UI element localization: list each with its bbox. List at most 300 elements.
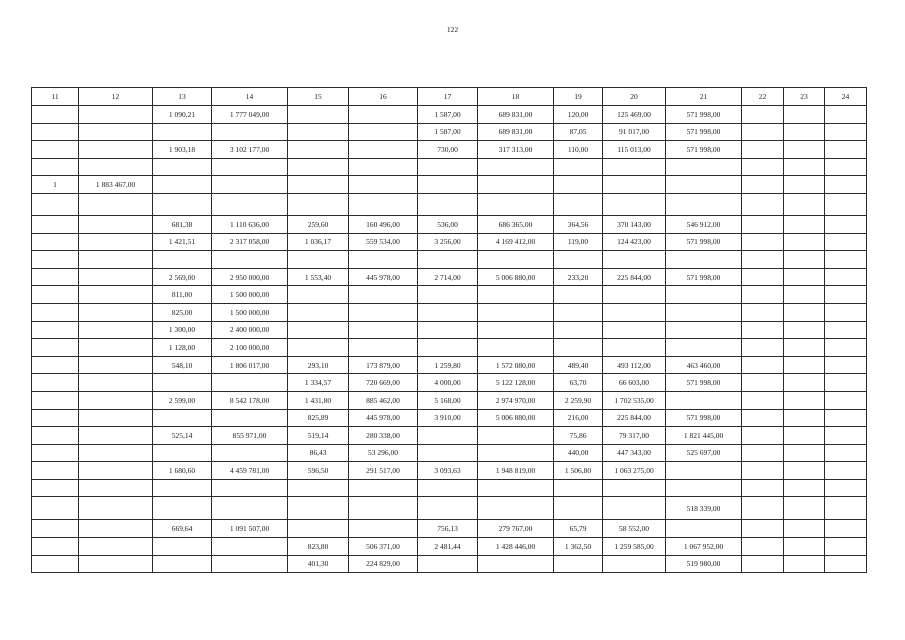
table-cell: [32, 444, 79, 462]
table-cell: [825, 123, 867, 141]
table-cell: [666, 391, 742, 409]
table-cell: [79, 251, 153, 269]
table-cell: [478, 193, 554, 215]
table-cell: [153, 538, 212, 556]
table-cell: [742, 106, 784, 124]
table-cell: [418, 444, 478, 462]
table-cell: [32, 520, 79, 538]
table-cell: [666, 193, 742, 215]
table-cell: 571 998,00: [666, 106, 742, 124]
table-row: [32, 303, 867, 321]
table-cell: [212, 374, 288, 392]
table-row: [32, 391, 867, 409]
table-cell: [212, 479, 288, 497]
table-row: [32, 444, 867, 462]
table-cell: [825, 251, 867, 269]
table-cell: 823,80: [288, 538, 349, 556]
table-cell: [784, 427, 825, 445]
table-cell: 1 587,00: [418, 106, 478, 124]
table-cell: 291 517,00: [349, 462, 418, 480]
table-cell: [825, 321, 867, 339]
table-cell: [418, 193, 478, 215]
table-cell: [79, 555, 153, 573]
table-cell: [212, 251, 288, 269]
table-cell: [742, 479, 784, 497]
table-cell: [153, 374, 212, 392]
table-cell: 1 300,00: [153, 321, 212, 339]
table-cell: [79, 520, 153, 538]
column-header: 13: [153, 88, 212, 106]
table-cell: [418, 339, 478, 357]
table-cell: [603, 158, 666, 176]
table-cell: 1 821 445,00: [666, 427, 742, 445]
table-cell: [478, 286, 554, 304]
table-cell: 4 000,00: [418, 374, 478, 392]
table-cell: 546 912,00: [666, 215, 742, 233]
table-cell: [825, 555, 867, 573]
table-cell: [32, 251, 79, 269]
table-cell: [79, 462, 153, 480]
table-cell: 66 603,00: [603, 374, 666, 392]
table-cell: 519,14: [288, 427, 349, 445]
table-cell: 5 168,00: [418, 391, 478, 409]
table-cell: 58 552,00: [603, 520, 666, 538]
table-cell: [784, 106, 825, 124]
table-cell: 445 978,00: [349, 268, 418, 286]
table-cell: [418, 497, 478, 520]
table-cell: [288, 339, 349, 357]
table-row: [32, 356, 867, 374]
table-header: [32, 88, 867, 106]
table-cell: [79, 391, 153, 409]
table-row: [32, 538, 867, 556]
table-cell: [784, 321, 825, 339]
table-cell: [666, 462, 742, 480]
table-cell: 224 829,00: [349, 555, 418, 573]
table-cell: 370 143,00: [603, 215, 666, 233]
table-cell: [288, 193, 349, 215]
table-cell: 75,86: [554, 427, 603, 445]
table-row: [32, 409, 867, 427]
table-cell: [784, 215, 825, 233]
table-cell: [478, 444, 554, 462]
table-cell: [825, 374, 867, 392]
table-cell: [288, 520, 349, 538]
table-cell: [79, 233, 153, 251]
table-cell: [349, 176, 418, 194]
table-cell: 811,00: [153, 286, 212, 304]
table-cell: [742, 303, 784, 321]
table-cell: 885 462,00: [349, 391, 418, 409]
table-cell: [784, 479, 825, 497]
table-cell: [742, 233, 784, 251]
table-cell: [79, 321, 153, 339]
table-cell: 225 844,00: [603, 268, 666, 286]
table-cell: 233,20: [554, 268, 603, 286]
table-cell: [32, 391, 79, 409]
table-cell: [478, 321, 554, 339]
table-cell: [603, 176, 666, 194]
table-cell: [666, 479, 742, 497]
table-cell: [212, 193, 288, 215]
column-header: 20: [603, 88, 666, 106]
table-cell: [32, 479, 79, 497]
column-header: 21: [666, 88, 742, 106]
table-cell: 110,00: [554, 141, 603, 159]
table-cell: 730,00: [418, 141, 478, 159]
table-cell: [288, 497, 349, 520]
table-cell: [32, 233, 79, 251]
table-cell: 125 469,00: [603, 106, 666, 124]
table-cell: [212, 409, 288, 427]
table-cell: 571 998,00: [666, 123, 742, 141]
table-cell: [349, 141, 418, 159]
column-header: 16: [349, 88, 418, 106]
table-cell: [32, 193, 79, 215]
table-cell: [554, 497, 603, 520]
table-cell: [784, 158, 825, 176]
table-cell: [825, 538, 867, 556]
table-cell: 216,00: [554, 409, 603, 427]
table-row: [32, 462, 867, 480]
table-cell: [478, 427, 554, 445]
table-cell: [825, 193, 867, 215]
table-cell: 1 259,80: [418, 356, 478, 374]
table-cell: [32, 141, 79, 159]
table-cell: 518 339,00: [666, 497, 742, 520]
table-cell: [32, 158, 79, 176]
table-cell: 2 950 000,00: [212, 268, 288, 286]
table-cell: [288, 286, 349, 304]
table-cell: 493 112,00: [603, 356, 666, 374]
table-cell: [784, 356, 825, 374]
table-cell: [349, 286, 418, 304]
table-cell: 65,79: [554, 520, 603, 538]
table-cell: 160 496,00: [349, 215, 418, 233]
table-cell: 756,13: [418, 520, 478, 538]
table-cell: [784, 268, 825, 286]
table-cell: 1 883 467,00: [79, 176, 153, 194]
table-cell: [742, 409, 784, 427]
table-cell: [742, 391, 784, 409]
table-cell: [825, 303, 867, 321]
table-cell: [742, 339, 784, 357]
table-cell: 79 317,00: [603, 427, 666, 445]
table-cell: 1 090,21: [153, 106, 212, 124]
table-cell: 1 128,00: [153, 339, 212, 357]
table-cell: 5 006 880,00: [478, 268, 554, 286]
table-cell: 2 317 058,00: [212, 233, 288, 251]
table-cell: 689 831,00: [478, 123, 554, 141]
table-cell: [825, 427, 867, 445]
table-cell: [418, 555, 478, 573]
table-cell: 720 669,00: [349, 374, 418, 392]
table-cell: [784, 141, 825, 159]
table-cell: [742, 123, 784, 141]
table-cell: [825, 444, 867, 462]
table-cell: 689 831,00: [478, 106, 554, 124]
table-cell: [79, 268, 153, 286]
table-cell: 548,10: [153, 356, 212, 374]
table-cell: 463 460,00: [666, 356, 742, 374]
table-row: [32, 251, 867, 269]
table-cell: 364,56: [554, 215, 603, 233]
table-cell: [603, 497, 666, 520]
table-cell: [32, 497, 79, 520]
table-cell: 1 777 049,00: [212, 106, 288, 124]
table-cell: [742, 538, 784, 556]
table-cell: [288, 479, 349, 497]
table-row: [32, 123, 867, 141]
table-cell: [212, 158, 288, 176]
table-cell: 3 102 177,00: [212, 141, 288, 159]
table-cell: [825, 497, 867, 520]
table-cell: [478, 251, 554, 269]
table-cell: [153, 409, 212, 427]
table-cell: [825, 106, 867, 124]
table-cell: [418, 303, 478, 321]
table-cell: [784, 538, 825, 556]
table-cell: 2 481,44: [418, 538, 478, 556]
table-cell: 2 714,00: [418, 268, 478, 286]
table-cell: [666, 303, 742, 321]
table-cell: [554, 479, 603, 497]
table-cell: [153, 123, 212, 141]
table-cell: [784, 176, 825, 194]
table-cell: [153, 479, 212, 497]
table-cell: [288, 158, 349, 176]
table-row: [32, 321, 867, 339]
table-cell: 5 006 880,00: [478, 409, 554, 427]
table-cell: 2 259,90: [554, 391, 603, 409]
table-row: [32, 268, 867, 286]
table-cell: 53 296,00: [349, 444, 418, 462]
table-cell: 447 343,00: [603, 444, 666, 462]
table-cell: [478, 555, 554, 573]
table-cell: 124 423,00: [603, 233, 666, 251]
table-cell: [478, 497, 554, 520]
table-cell: [784, 339, 825, 357]
table-cell: 1 036,17: [288, 233, 349, 251]
table-cell: [666, 321, 742, 339]
table-cell: [418, 158, 478, 176]
table-cell: [554, 339, 603, 357]
table-cell: [32, 215, 79, 233]
table-cell: 3 093,63: [418, 462, 478, 480]
table-cell: 1 431,80: [288, 391, 349, 409]
table-cell: [784, 497, 825, 520]
table-cell: [153, 193, 212, 215]
table-cell: [79, 141, 153, 159]
table-cell: [825, 520, 867, 538]
table-row: [32, 215, 867, 233]
column-header: 18: [478, 88, 554, 106]
table-cell: [349, 123, 418, 141]
table-cell: 1 903,18: [153, 141, 212, 159]
column-header: 23: [784, 88, 825, 106]
table-cell: 571 998,00: [666, 233, 742, 251]
table-cell: [784, 193, 825, 215]
table-row: [32, 479, 867, 497]
table-cell: 4 169 412,00: [478, 233, 554, 251]
table-row: [32, 193, 867, 215]
table-cell: [153, 555, 212, 573]
table-cell: [418, 251, 478, 269]
table-cell: [603, 286, 666, 304]
table-cell: 1 067 952,00: [666, 538, 742, 556]
table-cell: [349, 251, 418, 269]
table-cell: 1 702 535,00: [603, 391, 666, 409]
table-cell: [742, 268, 784, 286]
table-cell: [153, 158, 212, 176]
table-cell: [478, 303, 554, 321]
table-row: [32, 176, 867, 194]
table-cell: 1 553,40: [288, 268, 349, 286]
table-cell: [32, 462, 79, 480]
table-cell: [288, 106, 349, 124]
table-cell: [153, 251, 212, 269]
table-cell: [554, 555, 603, 573]
table-cell: 1 091 507,00: [212, 520, 288, 538]
table-cell: [79, 339, 153, 357]
table-cell: [603, 193, 666, 215]
table-cell: 525,14: [153, 427, 212, 445]
table-cell: [79, 193, 153, 215]
table-cell: [825, 356, 867, 374]
table-cell: [784, 303, 825, 321]
table-cell: 2 100 000,00: [212, 339, 288, 357]
table-cell: 1 421,51: [153, 233, 212, 251]
table-cell: 1 362,50: [554, 538, 603, 556]
table-cell: [418, 427, 478, 445]
table-cell: [79, 158, 153, 176]
table-cell: 1: [32, 176, 79, 194]
table-cell: [554, 251, 603, 269]
table-cell: [349, 193, 418, 215]
table-cell: [742, 286, 784, 304]
table-cell: 506 371,00: [349, 538, 418, 556]
table-cell: 1 680,60: [153, 462, 212, 480]
table-cell: [784, 391, 825, 409]
table-cell: 401,30: [288, 555, 349, 573]
table-cell: 571 998,00: [666, 409, 742, 427]
table-cell: [32, 268, 79, 286]
table-cell: 225 844,00: [603, 409, 666, 427]
table-cell: 571 998,00: [666, 268, 742, 286]
table-cell: [825, 158, 867, 176]
table-cell: 63,70: [554, 374, 603, 392]
table-cell: [212, 497, 288, 520]
table-cell: 91 017,00: [603, 123, 666, 141]
table-cell: 280 338,00: [349, 427, 418, 445]
table-cell: 525 697,00: [666, 444, 742, 462]
table-cell: [79, 427, 153, 445]
table-cell: [554, 176, 603, 194]
table-cell: 86,43: [288, 444, 349, 462]
table-cell: 259,60: [288, 215, 349, 233]
table-cell: [153, 444, 212, 462]
table-cell: 2 569,00: [153, 268, 212, 286]
table-cell: [288, 321, 349, 339]
table-cell: [212, 555, 288, 573]
column-header: 14: [212, 88, 288, 106]
table-row: [32, 141, 867, 159]
table-cell: 686 365,00: [478, 215, 554, 233]
table-cell: [79, 444, 153, 462]
table-cell: [666, 520, 742, 538]
page-number: 122: [446, 25, 459, 34]
table-cell: 1 428 446,00: [478, 538, 554, 556]
table-cell: [554, 321, 603, 339]
table-cell: [825, 286, 867, 304]
table-cell: [349, 339, 418, 357]
table-cell: [79, 374, 153, 392]
table-cell: 173 879,00: [349, 356, 418, 374]
header-row: [32, 88, 867, 106]
column-header: 11: [32, 88, 79, 106]
table-cell: [742, 193, 784, 215]
table-cell: [742, 321, 784, 339]
table-cell: [32, 356, 79, 374]
column-header: 24: [825, 88, 867, 106]
table-cell: [742, 444, 784, 462]
table-cell: [742, 251, 784, 269]
table-cell: [742, 215, 784, 233]
table-cell: 536,00: [418, 215, 478, 233]
table-cell: [79, 106, 153, 124]
table-cell: [825, 462, 867, 480]
table-cell: [784, 374, 825, 392]
table-row: [32, 555, 867, 573]
table-cell: [784, 251, 825, 269]
table-cell: 1 500 000,00: [212, 286, 288, 304]
table-row: [32, 233, 867, 251]
table-cell: [349, 520, 418, 538]
table-cell: [418, 321, 478, 339]
table-cell: [349, 303, 418, 321]
table-cell: [825, 479, 867, 497]
column-header: 15: [288, 88, 349, 106]
table-cell: 2 400 000,00: [212, 321, 288, 339]
table-cell: [32, 555, 79, 573]
table-cell: [32, 339, 79, 357]
table-cell: [478, 339, 554, 357]
table-cell: 2 599,00: [153, 391, 212, 409]
column-header: 22: [742, 88, 784, 106]
table-cell: [666, 158, 742, 176]
table-row: [32, 158, 867, 176]
table-cell: [825, 215, 867, 233]
table-cell: 4 459 781,00: [212, 462, 288, 480]
table-cell: [742, 141, 784, 159]
table-cell: [32, 303, 79, 321]
table-cell: [603, 479, 666, 497]
table-body: [32, 106, 867, 573]
table-cell: [554, 303, 603, 321]
table-cell: [418, 176, 478, 194]
table-cell: 855 971,00: [212, 427, 288, 445]
table-cell: [666, 176, 742, 194]
table-cell: [554, 286, 603, 304]
table-cell: [79, 286, 153, 304]
table-cell: [288, 176, 349, 194]
table-cell: [79, 303, 153, 321]
table-cell: 317 313,00: [478, 141, 554, 159]
table-cell: [742, 176, 784, 194]
table-row: [32, 520, 867, 538]
table-cell: [418, 479, 478, 497]
table-cell: [32, 286, 79, 304]
